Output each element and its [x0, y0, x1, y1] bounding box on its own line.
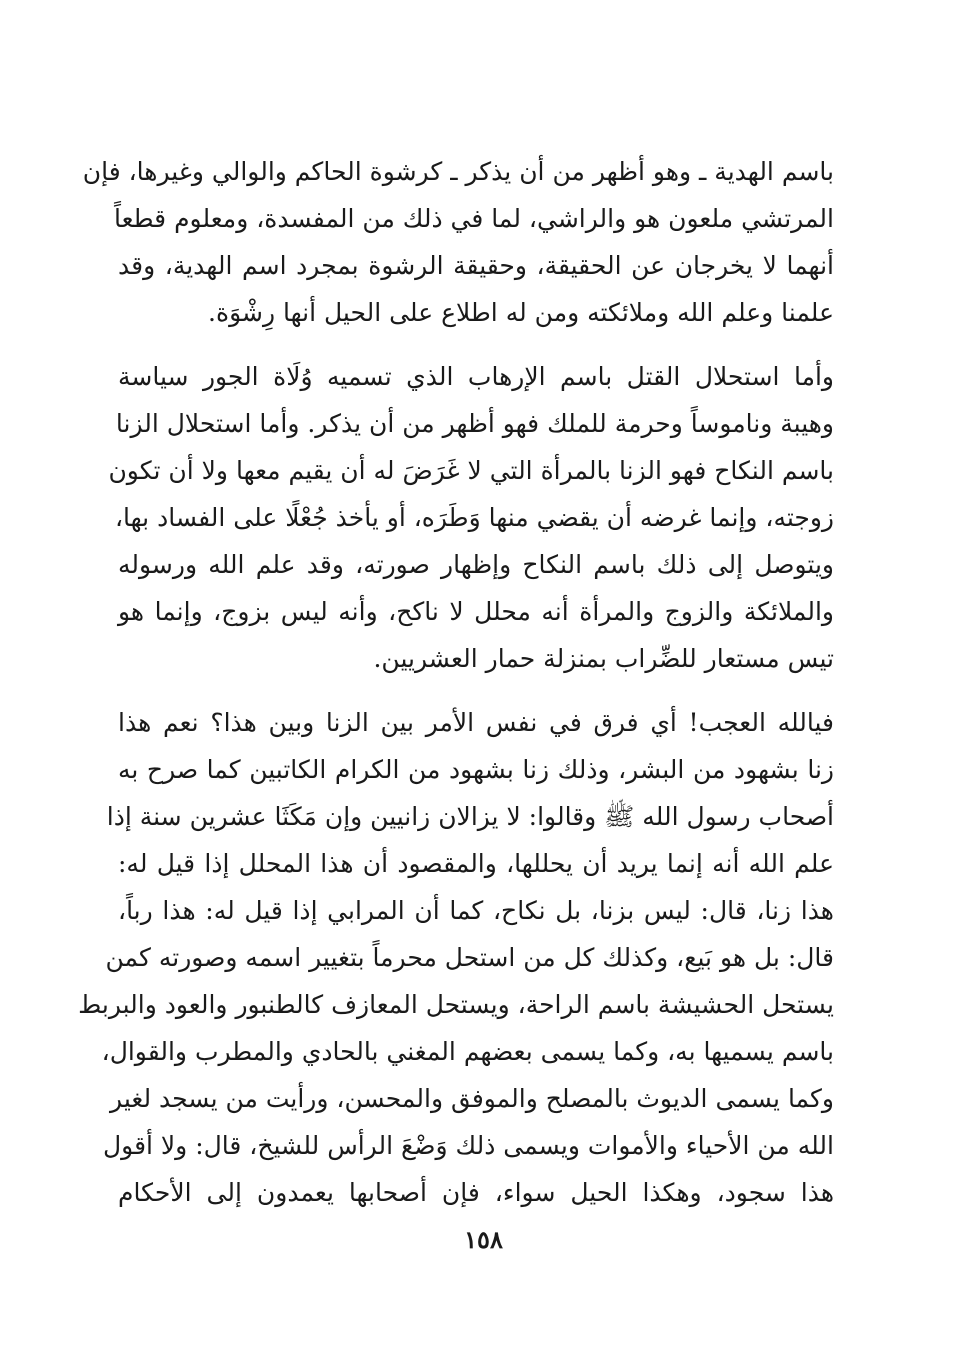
text-line: أنهما لا يخرجان عن الحقيقة، وحقيقة الرشوة بمجرد اسم الهدية، وقد — [118, 251, 834, 280]
paragraph-2 — [108, 353, 834, 682]
text-line: علمنا وعلم الله وملائكته ومن له اطلاع على الحيل أنها رِشْوَة. — [208, 298, 834, 327]
text-line: باسم النكاح فهو الزنا بالمرأة التي لا غَرَضَ له أن يقيم معها ولا أن تكون — [108, 456, 834, 485]
paragraph-1 — [82, 148, 834, 336]
text-line: أصحاب رسول الله ﷺ وقالوا: لا يزالان زانيين وإن مَكَثَا عشرين سنة إذا — [106, 802, 834, 831]
text-line: هذا سجود، وهكذا الحيل سواء، فإن أصحابها يعمدون إلى الأحكام — [118, 1178, 834, 1207]
page-number: ١٥٨ — [464, 1225, 503, 1254]
text-line: الله من الأحياء والأموات ويسمى ذلك وَضْعَ الرأس للشيخ، قال: ولا أقول — [103, 1131, 834, 1160]
text-line: وكما يسمى الديوث بالمصلح والموفق والمحسن، ورأيت من يسجد لغير — [110, 1084, 834, 1113]
paragraph-3 — [78, 699, 834, 1216]
text-line: باسم يسميها به، وكما يسمى بعضهم المغني بالحادي والمطرب والقوال، — [101, 1037, 834, 1066]
text-line: ويتوصل إلى ذلك باسم النكاح وإظهار صورته، وقد علم الله ورسوله — [118, 550, 834, 579]
text-line: تيس مستعار للضِّراب بمنزلة حمار العشريين. — [373, 644, 834, 673]
text-line: وأما استحلال القتل باسم الإرهاب الذي تسميه وُلَاة الجور سياسة — [118, 362, 834, 391]
text-line: والملائكة والزوج والمرأة أنه محلل لا ناكح، وأنه ليس بزوج، وإنما هو — [118, 597, 834, 626]
text-line: يستحل الحشيشة باسم الراحة، ويستحل المعازف كالطنبور والعود والبربط — [78, 990, 834, 1019]
text-line: هذا زنا، قال: ليس بزنا، بل نكاح، كما أن المرابي إذا قيل له: هذا رباً، — [118, 896, 834, 925]
text-line: وهيبة وناموساً وحرمة للملك فهو أظهر من أن يذكر. وأما استحلال الزنا — [115, 409, 834, 438]
text-line: قال: بل هو بَيع، وكذلك كل من استحل محرماً بتغيير اسمه وصورته كمن — [105, 943, 834, 972]
text-line: فيالله العجب! أي فرق في نفس الأمر بين الزنا وبين هذا؟ نعم هذا — [118, 708, 834, 737]
paragraph-gap — [118, 336, 834, 353]
text-line: زنا بشهود من البشر، وذلك زنا بشهود من الكرام الكاتبين كما صرح به — [118, 755, 834, 784]
text-line: زوجته، وإنما غرضه أن يقضي منها وَطَرَه، أو يأخذ جُعْلًا على الفساد بها، — [114, 503, 834, 532]
text-line: المرتشي ملعون هو والراشي، لما في ذلك من المفسدة، ومعلوم قطعاً — [113, 204, 834, 233]
paragraph-gap — [118, 682, 834, 699]
text-line: علم الله أنه إنما يريد أن يحللها، والمقصود أن هذا المحلل إذا قيل له: — [118, 849, 834, 878]
main-text — [78, 148, 834, 1216]
text-line: باسم الهدية ـ وهو أظهر من أن يذكر ـ كرشوة الحاكم والوالي وغيرها، فإن — [82, 157, 834, 186]
